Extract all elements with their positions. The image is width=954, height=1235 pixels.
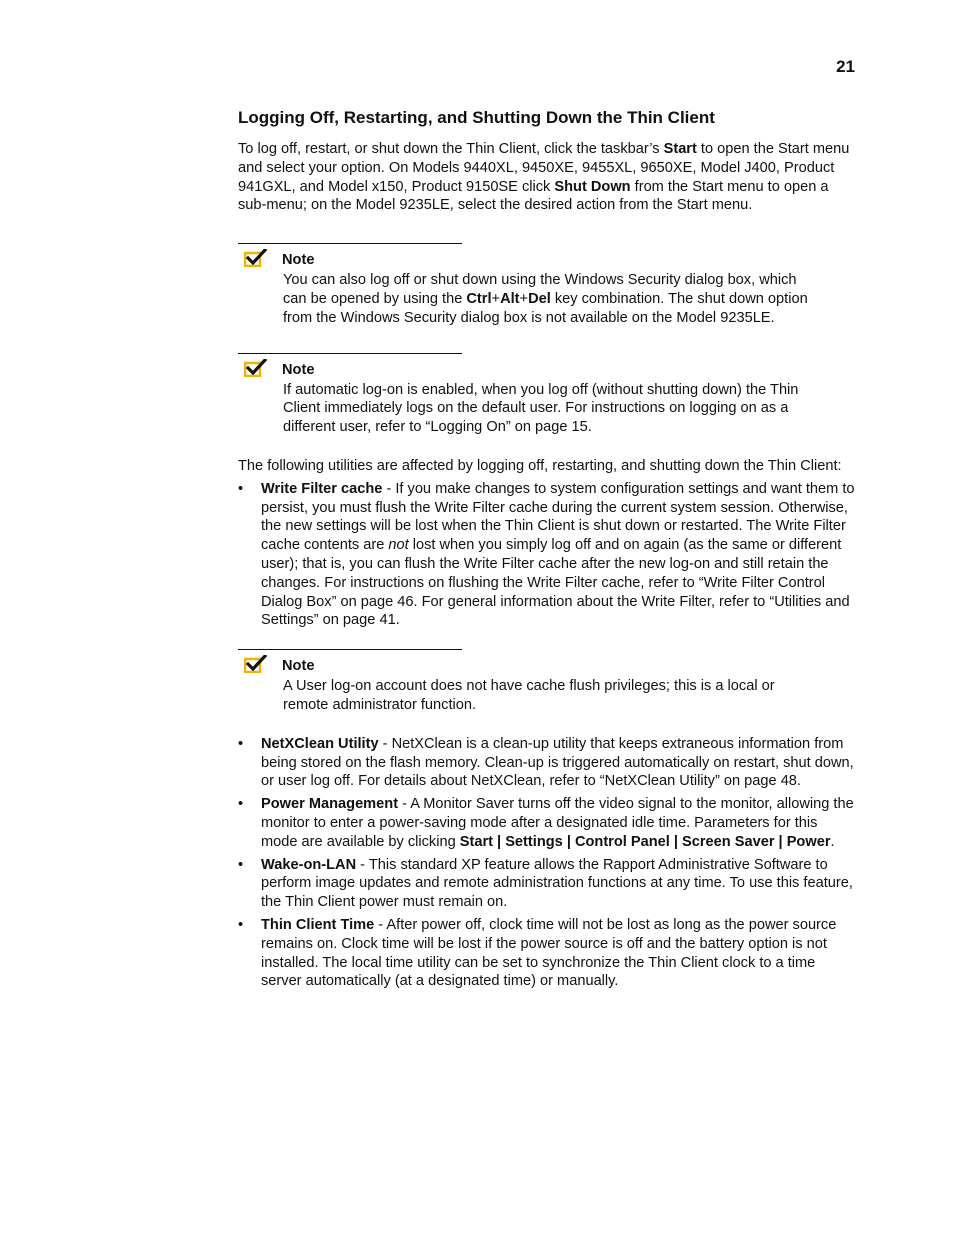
utilities-intro: The following utilities are affected by logging off, restarting, and shutting down the Thin Client: xyxy=(238,457,842,474)
note-title: Note xyxy=(282,658,315,675)
note-title: Note xyxy=(282,252,315,269)
utilities-list xyxy=(238,480,858,630)
note-text: If automatic log-on is enabled, when you log off (without shutting down) the Thin Client immediately logs on the default user. For instructions on logging on as a different user, refer to “Logging On” on page 15. xyxy=(283,381,799,436)
note-box xyxy=(238,634,858,715)
list-item: • Write Filter cache - If you make changes to system configuration settings and want them to persist, you must flush the Write Filter cache during the current system session. Otherwise, the new settings will be lost when the Thin Client is shut down or restarted. The Write Filter cache contents are not lost when you simply log off and on again (as the same or different user); that is, you can flush the Write Filter cache after the new log-on and still retain the changes. For instructions on flushing the Write Filter cache, refer to “Write Filter Control Dialog Box” on page 46. For general information about the Write Filter, refer to “Utilities and Settings” on page 41. xyxy=(238,480,855,629)
checkmark-note-icon xyxy=(244,249,267,267)
note-title: Note xyxy=(282,361,315,378)
list-item: • Power Management - A Monitor Saver turns off the video signal to the monitor, allowing the monitor to enter a power-saving mode after a designated idle time. Parameters for this mode are available by clicking Start | Settings | Control Panel | Screen Saver | Power. xyxy=(238,796,854,850)
section-heading: Logging Off, Restarting, and Shutting Down the Thin Client xyxy=(238,108,715,127)
note-box xyxy=(238,348,858,437)
bullet: • xyxy=(238,916,244,933)
note-divider xyxy=(238,353,462,354)
checkmark-note-icon xyxy=(244,359,267,377)
bullet: • xyxy=(238,856,244,873)
note-text: You can also log off or shut down using the Windows Security dialog box, which can be opened by using the Ctrl+Alt+Del key combination. The shut down option from the Windows Security dialog box is not available on the Model 9235LE. xyxy=(283,272,808,326)
page-number: 21 xyxy=(836,57,855,76)
note-divider xyxy=(238,243,462,244)
bullet: • xyxy=(238,796,244,813)
list-item: • Wake-on-LAN - This standard XP feature allows the Rapport Administrative Software to perform image updates and remote administration functions at any time. To use this feature, the Thin Client power must remain on. xyxy=(238,856,853,911)
note-text: A User log-on account does not have cache flush privileges; this is a local or remote administrator function. xyxy=(283,678,775,713)
bullet: • xyxy=(238,480,244,497)
note-divider xyxy=(238,649,462,650)
page-content xyxy=(238,107,858,995)
note-box xyxy=(238,235,858,327)
list-item: • Thin Client Time - After power off, clock time will not be lost as long as the power source remains on. Clock time will be lost if the power source is off and the battery option is not installed. The local time utility can be set to synchronize the Thin Client clock to a time server automatically (at a designated time) or manually. xyxy=(238,916,837,990)
bullet: • xyxy=(238,735,244,752)
intro-paragraph: To log off, restart, or shut down the Thin Client, click the taskbar’s Start to open the Start menu and select your option. On Models 9440XL, 9450XE, 9455XL, 9650XE, Model J400, Product 941GXL, and Model x150, Product 9150SE click Shut Down from the Start menu to open a sub-menu; on the Model 9235LE, select the desired action from the Start menu. xyxy=(238,141,850,214)
checkmark-note-icon xyxy=(244,655,267,673)
utilities-list-continued xyxy=(238,735,858,991)
list-item: • NetXClean Utility - NetXClean is a clean-up utility that keeps extraneous information from being stored on the flash memory. Clean-up is triggered automatically on restart, shut down, or user log off. For details about NetXClean, refer to “NetXClean Utility” on page 48. xyxy=(238,735,854,790)
